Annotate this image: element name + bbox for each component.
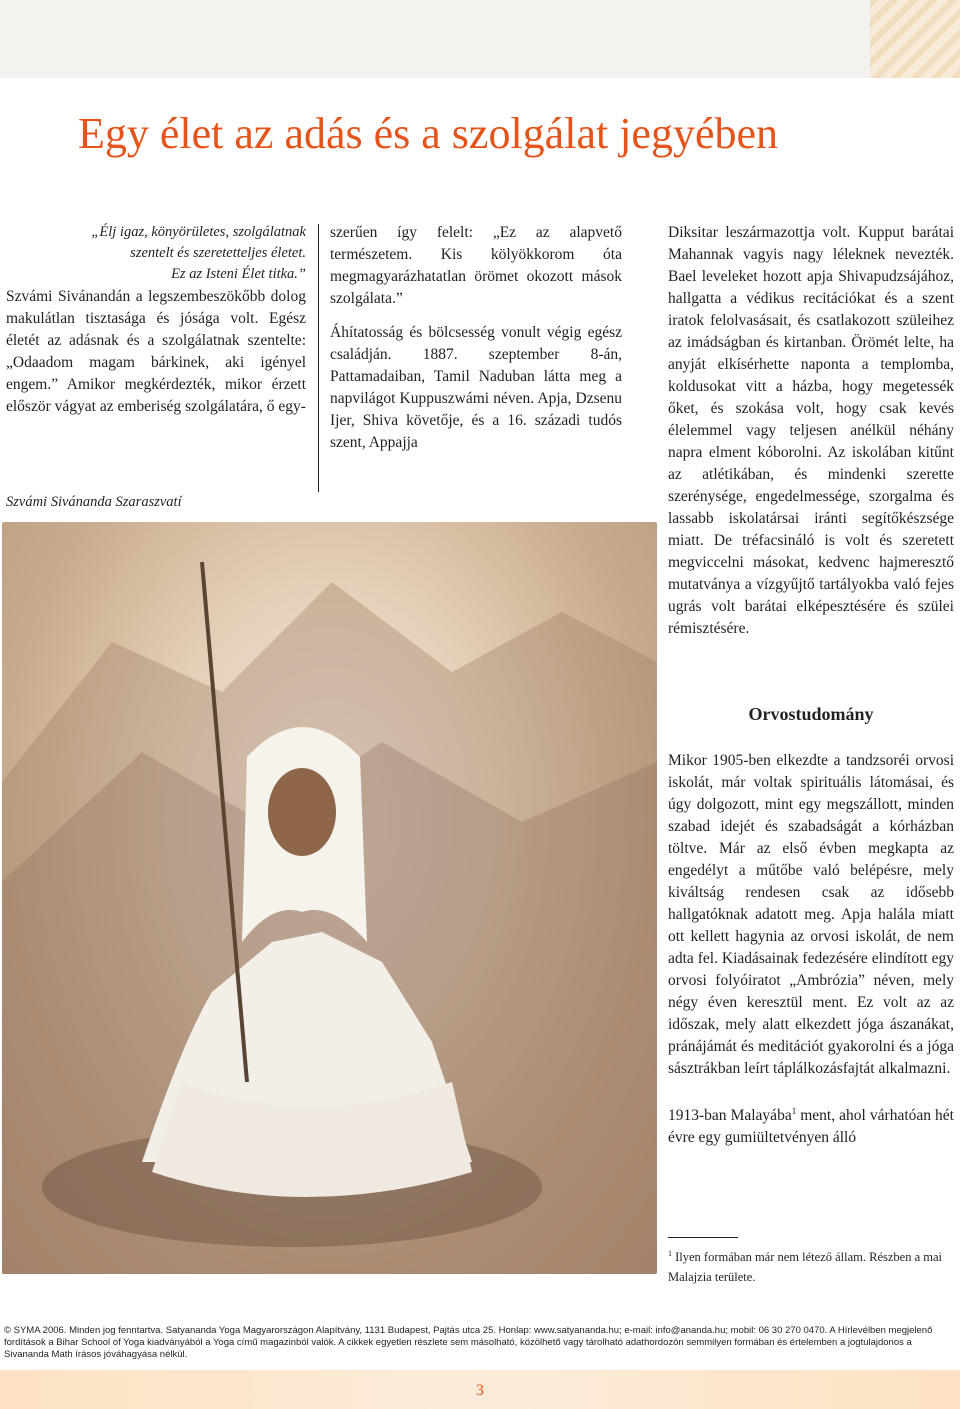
header-band [0, 0, 960, 78]
middle-column [330, 222, 622, 466]
page-title: Egy élet az adás és a szolgálat jegyében [78, 109, 779, 158]
section-body [668, 750, 954, 1169]
middle-paragraph: Áhítatosság és bölcsesség vonult végig egész családján. 1887. szeptember 8-án, Pattamadaiban, Tamil Naduban látta meg a napvilágot Kuppuszwámi néven. Apja, Dzsenu Ijer, Shiva követője, és a 16. századi tudós szent, Appajja [330, 324, 622, 451]
copyright-notice: © SYMA 2006. Minden jog fenntartva. Satyananda Yoga Magyarországon Alapítvány, 1131 Budapest, Pajtás utca 25. Honlap: www.satyananda.hu; e-mail: info@ananda.hu; mobil: 06 30 270 0470. A Hírlevélben megjelenő fordítások a Bihar School of Yoga kiadványából a Yoga című magazinból valók. A cikkek egyetlen részlete sem másolható, közölhető vagy tárolható adathordozón semmilyen formában és értelemben a jogtulajdonos a Sivananda Math írásos jóváhagyása nélkül. [4, 1325, 933, 1360]
footnote-text: Ilyen formában már nem létező állam. Részben a mai Malajzia területe. [668, 1250, 943, 1285]
left-column [6, 286, 306, 418]
portrait-photo [2, 522, 657, 1274]
closing-text-start: 1913-ban Malayába [668, 1107, 792, 1125]
footnote-rule [668, 1237, 738, 1238]
opening-quote [6, 222, 306, 285]
portrait-illustration [2, 522, 657, 1274]
closing-paragraph [668, 1100, 954, 1149]
quote-line: „Élj igaz, könyörületes, szolgálatnak [91, 224, 306, 240]
quote-line: Ez az Isteni Élet titka.” [171, 266, 306, 282]
closing-text-end: ment, ahol várhatóan hét évre egy gumiültetvényen álló [668, 1107, 954, 1147]
middle-paragraph: szerűen így felelt: „Ez az alapvető természetem. Kis kölyökkorom óta megmagyarázhatatlan örömet okozott mások szolgálata.” [330, 224, 622, 307]
quote-line: szentelt és szeretetteljes életet. [130, 245, 306, 261]
footnote [668, 1244, 958, 1287]
section-paragraph: Mikor 1905-ben elkezdte a tandzsoréi orvosi iskolát, már voltak spirituális látomásai, és úgy dolgozott, mint egy megszállott, minden szabad idejét és szabadságát a kórházban töltve. Már az első évben megkapta az engedélyt a műtőbe való belépésre, mely kiváltság rendesen csak az idősebb hallgatóknak adatott meg. Apja halála miatt ott kellett hagynia az orvosi iskolát, de nem adta fel. Kiadásainak fedezésére elindított egy orvosi folyóiratot „Ambrózia” néven, mely négy éven keresztül ment. Ez volt az az időszak, mely alatt elkezdett jóga ászanákat, pránájámát és meditációt gyakorolni és a jóga sásztrákban leírt táplálkozásfajtát alkalmazni. [668, 752, 954, 1077]
signature: Szvámi Sivánanda Szaraszvatí [6, 494, 182, 510]
right-column [668, 222, 954, 640]
section-heading: Orvostudomány [748, 704, 874, 724]
intro-paragraph: Szvámi Sivánandán a legszembeszökőbb dolog makulátlan tisztasága és jósága volt. Egész életét az adásnak és a szolgálatnak szentelte: „Odaadom magam bárkinek, aki igényel engem.” Amikor megkérdezték, mikor érzett először vágyat az emberiség szolgálatára, ő egy- [6, 288, 306, 415]
footnote-ref: 1 [791, 1106, 797, 1116]
right-paragraph: Diksitar leszármazottja volt. Kupput barátai Mahannak vagyis nagy léleknek nevezték. Bael leveleket hozott apja Shivapudzsájához, hallgatta a védikus recitációkat és a szent iratok felolvasásait, és csatlakozott szüleihez az imádságban és kirtanban. Örömét lelte, ha anyját elkísérhette naponta a templomba, koldusokat vitt a házba, hogy megetessék őket, és szokása volt, hogy csak kevés élelemmel vagy teljesen anélkül néhány napra elment kóborolni. Az iskolában kitűnt az atlétikában, és mindenki szerette szerénysége, engedelmessége, szorgalma és lassabb iskolatársai iránti segítőkészsége miatt. De tréfacsináló is volt és szeretett megviccelni másokat, kedvenc hajmeresztő mutatványa a vízgyűjtő tartályokba való fejes ugrás volt barátai elképesztésére és szülei rémisztésére. [668, 224, 954, 637]
footnote-mark: 1 [668, 1249, 672, 1258]
column-divider [318, 224, 319, 492]
decorative-swirl [870, 0, 960, 78]
page-number: 3 [476, 1382, 484, 1399]
